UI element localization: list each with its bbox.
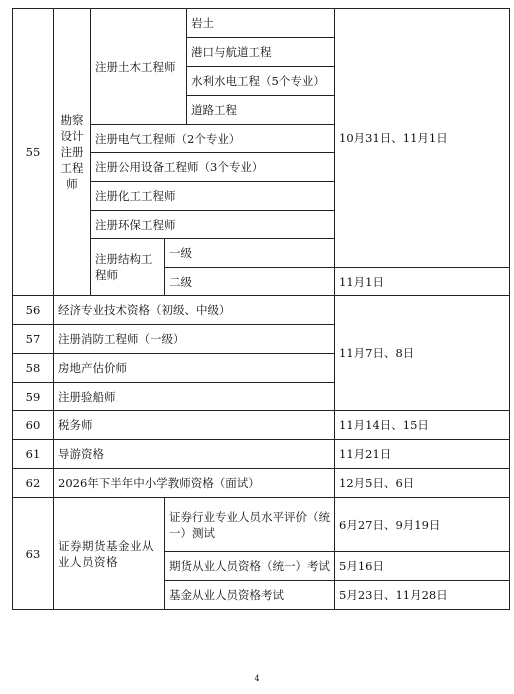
category-label: 勘察设计注册工程师 [54, 9, 91, 296]
category-label: 证券期货基金业从业人员资格 [54, 498, 165, 610]
row-number: 59 [13, 383, 54, 411]
civil-item: 岩土 [187, 9, 335, 38]
exam-name: 注册电气工程师（2个专业） [91, 125, 335, 153]
exam-schedule-table [12, 8, 510, 610]
exam-name: 注册环保工程师 [91, 211, 335, 239]
exam-name: 导游资格 [54, 440, 335, 469]
exam-name: 基金从业人员资格考试 [165, 581, 335, 610]
exam-date: 5月23日、11月28日 [335, 581, 510, 610]
exam-name: 注册公用设备工程师（3个专业） [91, 153, 335, 182]
row-number: 57 [13, 325, 54, 354]
exam-name: 经济专业技术资格（初级、中级） [54, 296, 335, 325]
exam-name: 证券行业专业人员水平评价（统一）测试 [165, 498, 335, 552]
exam-name: 注册消防工程师（一级） [54, 325, 335, 354]
civil-item: 港口与航道工程 [187, 38, 335, 67]
civil-engineer-label: 注册土木工程师 [91, 9, 187, 125]
row-number: 58 [13, 354, 54, 383]
row-number: 63 [13, 498, 54, 610]
structural-level: 一级 [165, 239, 335, 268]
exam-date: 12月5日、6日 [335, 469, 510, 498]
page-number: 4 [254, 674, 260, 683]
exam-name: 注册验船师 [54, 383, 335, 411]
exam-name: 期货从业人员资格（统一）考试 [165, 552, 335, 581]
exam-date: 11月21日 [335, 440, 510, 469]
exam-name: 税务师 [54, 411, 335, 440]
civil-item: 道路工程 [187, 96, 335, 125]
row-number: 62 [13, 469, 54, 498]
structural-engineer-label: 注册结构工程师 [91, 239, 165, 296]
civil-item: 水利水电工程（5个专业） [187, 67, 335, 96]
exam-date: 6月27日、9月19日 [335, 498, 510, 552]
exam-name: 注册化工工程师 [91, 182, 335, 211]
row-number: 61 [13, 440, 54, 469]
exam-date: 5月16日 [335, 552, 510, 581]
exam-date: 11月7日、8日 [335, 296, 510, 411]
exam-name: 2026年下半年中小学教师资格（面试） [54, 469, 335, 498]
exam-name: 房地产估价师 [54, 354, 335, 383]
row-number: 56 [13, 296, 54, 325]
exam-date: 11月14日、15日 [335, 411, 510, 440]
row-number: 55 [13, 9, 54, 296]
exam-date: 10月31日、11月1日 [335, 9, 510, 268]
row-number: 60 [13, 411, 54, 440]
structural-level: 二级 [165, 268, 335, 296]
exam-date: 11月1日 [335, 268, 510, 296]
